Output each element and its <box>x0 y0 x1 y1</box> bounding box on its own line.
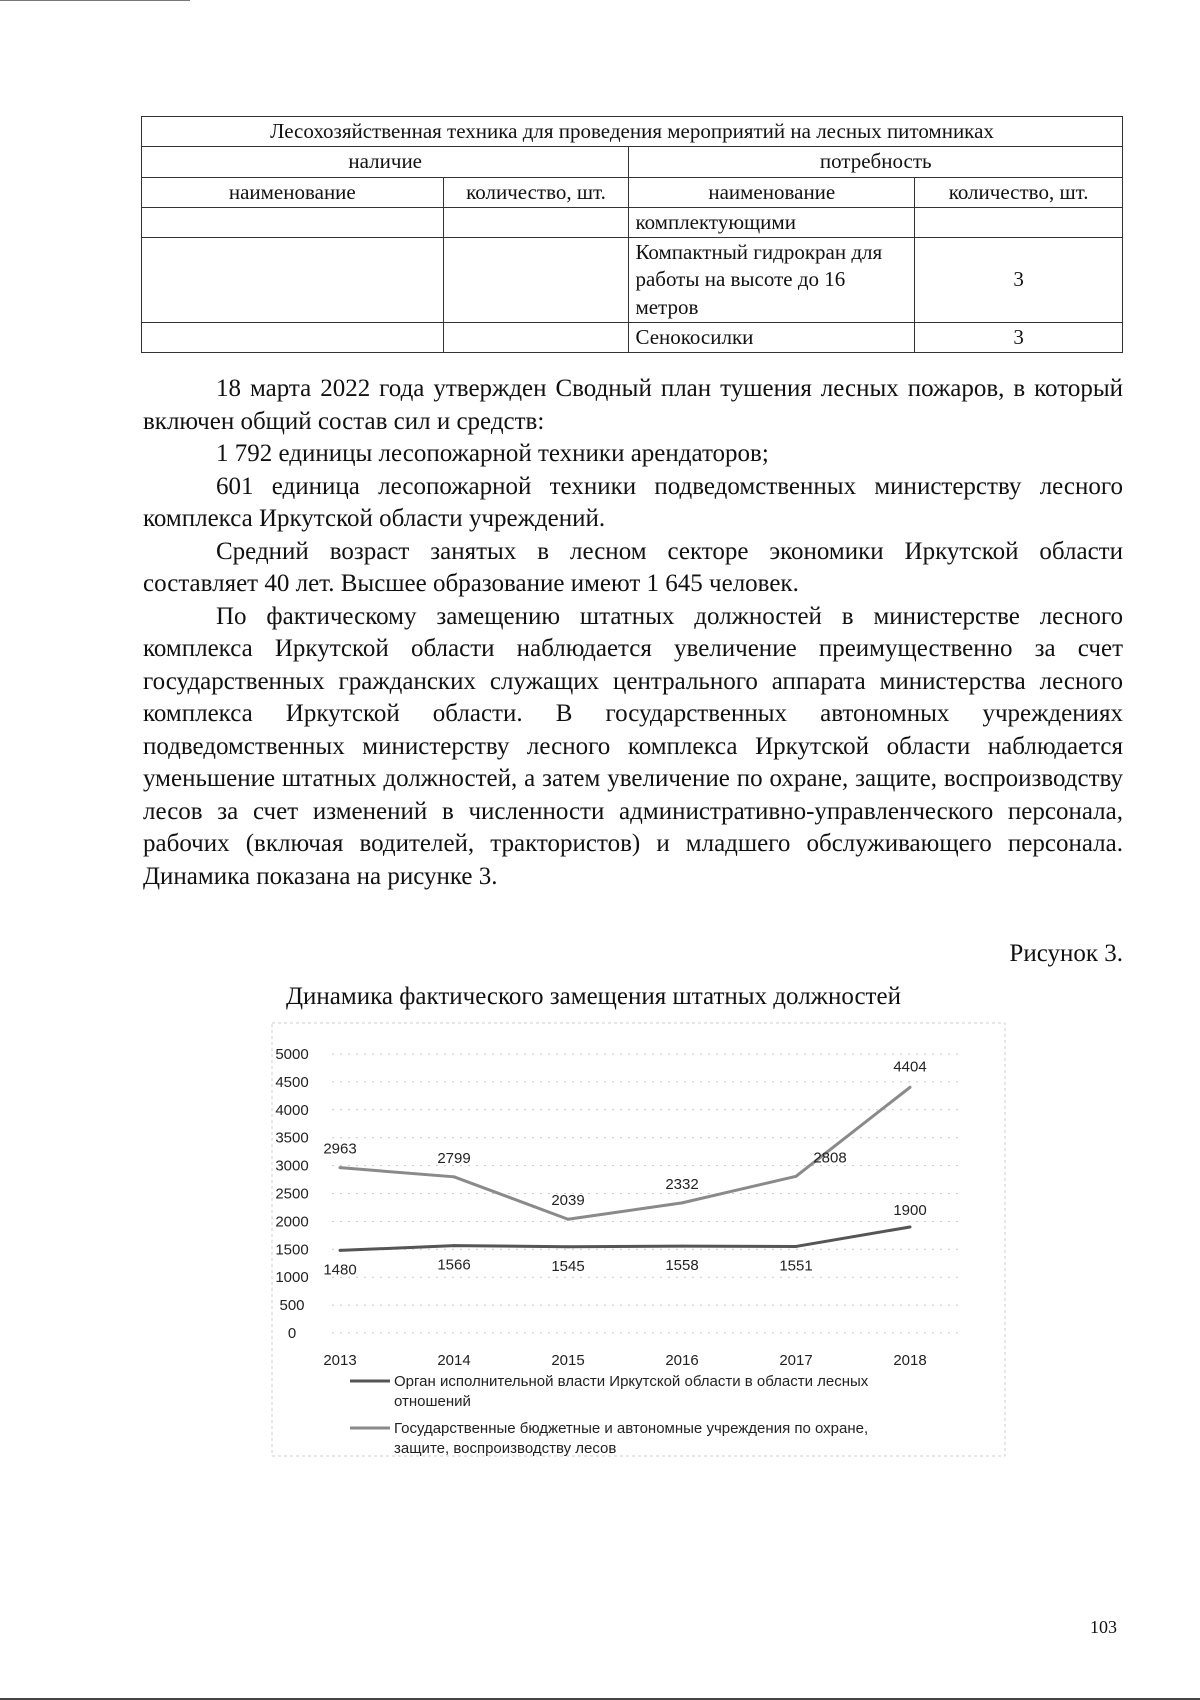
have-name-cell <box>142 207 444 237</box>
col-have-qty: количество, шт. <box>443 177 629 207</box>
y-tick-label: 0 <box>287 1325 297 1342</box>
grid-lines <box>332 1054 960 1333</box>
need-name-cell: Сенокосилки <box>629 323 915 353</box>
need-qty-cell <box>915 207 1123 237</box>
group-have-header: наличие <box>142 147 629 177</box>
table-title-row <box>142 117 1123 147</box>
data-label: 1480 <box>323 1261 357 1279</box>
legend-label-series-2-line1: Государственные бюджетные и автономные учреждения по охране, <box>394 1420 869 1437</box>
data-point <box>339 1166 342 1169</box>
paragraph-plan: 18 марта 2022 года утвержден Сводный план тушения лесных пожаров, в который включен общий состав сил и средств: <box>143 375 1123 435</box>
data-point <box>453 1175 456 1178</box>
data-label: 2799 <box>437 1149 471 1167</box>
data-label: 2808 <box>813 1149 847 1167</box>
series-line-1 <box>340 1227 910 1250</box>
data-label: 4404 <box>893 1058 927 1076</box>
data-label: 1566 <box>437 1256 471 1274</box>
figure-label: Рисунок 3. <box>1009 940 1123 967</box>
col-need-qty: количество, шт. <box>915 177 1123 207</box>
data-point <box>339 1249 342 1252</box>
scan-edge-top <box>0 0 190 1</box>
y-tick-label: 2500 <box>275 1185 309 1203</box>
chart-legend <box>350 1373 869 1457</box>
table-header-row <box>142 177 1123 207</box>
data-point <box>909 1086 912 1089</box>
have-qty-cell <box>443 323 629 353</box>
table-title: Лесохозяйственная техника для проведения мероприятий на лесных питомниках <box>142 117 1123 147</box>
data-point <box>681 1201 684 1204</box>
page-number: 103 <box>1090 1617 1117 1637</box>
legend-label-series-2-line2: защите, воспроизводству лесов <box>394 1440 617 1457</box>
need-qty-cell: 3 <box>915 238 1123 323</box>
y-tick-label: 5000 <box>275 1046 309 1063</box>
y-axis-ticks <box>275 1046 308 1342</box>
paragraph-subordinate-equipment: 601 единица лесопожарной техники подведомственных министерству лесного комплекса Иркутской области учреждений. <box>143 472 1123 532</box>
have-qty-cell <box>443 238 629 323</box>
data-point <box>681 1245 684 1248</box>
data-point <box>795 1175 798 1178</box>
data-point <box>795 1245 798 1248</box>
paragraph-tenant-equipment: 1 792 единицы лесопожарной техники арендаторов; <box>216 440 769 467</box>
legend-label-series-1-line1: Орган исполнительной власти Иркутской области в области лесных <box>394 1373 869 1390</box>
col-need-name: наименование <box>629 177 915 207</box>
data-label: 1900 <box>893 1201 927 1219</box>
data-point <box>567 1245 570 1248</box>
paragraph-staffing: По фактическому замещению штатных должностей в министерстве лесного комплекса Иркутской области наблюдается увеличение преимущественно за счет государственных гражданских служащих центрального аппарата министерства лесного комплекса Иркутской области. В государственных автономных учреждениях подведомственных министерству лесного комплекса Иркутской области наблюдается уменьшение штатных должностей, а затем увеличение по охране, защите, воспроизводству лесов за счет изменений в численности административно-управленческого персонала, рабочих (включая водителей, трактористов) и младшего обслуживающего персонала. Динамика показана на рисунке 3. <box>143 602 1123 890</box>
need-name-cell: комплектующими <box>629 207 915 237</box>
data-label: 2963 <box>323 1140 357 1158</box>
data-point <box>567 1218 570 1221</box>
chart-title: Динамика фактического замещения штатных должностей <box>286 983 901 1010</box>
x-axis-ticks <box>323 1352 926 1369</box>
y-tick-label: 2000 <box>275 1213 309 1231</box>
x-tick-label: 2016 <box>665 1352 699 1369</box>
series-lines <box>339 1086 912 1252</box>
have-name-cell <box>142 238 444 323</box>
chart-frame <box>272 1023 1005 1456</box>
group-need-header: потребность <box>629 147 1123 177</box>
table-row <box>142 207 1123 237</box>
data-point <box>909 1225 912 1228</box>
table-row <box>142 323 1123 353</box>
data-label: 1558 <box>665 1257 699 1275</box>
paragraph-age-education: Средний возраст занятых в лесном секторе экономики Иркутской области составляет 40 лет. Высшее образование имеют 1 645 человек. <box>143 537 1123 597</box>
need-qty-cell: 3 <box>915 323 1123 353</box>
x-tick-label: 2018 <box>893 1352 927 1369</box>
data-point <box>453 1244 456 1247</box>
data-label: 2332 <box>665 1175 699 1193</box>
chart-svg <box>270 978 1010 1488</box>
x-tick-label: 2013 <box>323 1352 357 1369</box>
col-have-name: наименование <box>142 177 444 207</box>
y-tick-label: 500 <box>279 1297 305 1315</box>
have-qty-cell <box>443 207 629 237</box>
body-text <box>143 373 1123 893</box>
y-tick-label: 3500 <box>275 1129 309 1147</box>
data-label: 1545 <box>551 1257 585 1275</box>
y-tick-label: 4500 <box>275 1073 309 1091</box>
data-label: 2039 <box>551 1192 585 1210</box>
x-tick-label: 2015 <box>551 1352 585 1369</box>
need-name-cell: Компактный гидрокран для работы на высоте до 16 метров <box>629 238 915 323</box>
have-name-cell <box>142 323 444 353</box>
legend-label-series-1-line2: отношений <box>394 1393 471 1410</box>
y-tick-label: 1000 <box>275 1269 309 1287</box>
y-tick-label: 4000 <box>275 1101 309 1119</box>
staffing-chart <box>270 978 1010 1488</box>
x-tick-label: 2014 <box>437 1352 471 1369</box>
y-tick-label: 1500 <box>275 1241 309 1259</box>
data-label: 1551 <box>779 1257 813 1275</box>
table-row <box>142 238 1123 323</box>
equipment-table <box>141 116 1123 353</box>
table-group-row <box>142 147 1123 177</box>
y-tick-label: 3000 <box>275 1157 309 1175</box>
x-tick-label: 2017 <box>779 1352 813 1369</box>
